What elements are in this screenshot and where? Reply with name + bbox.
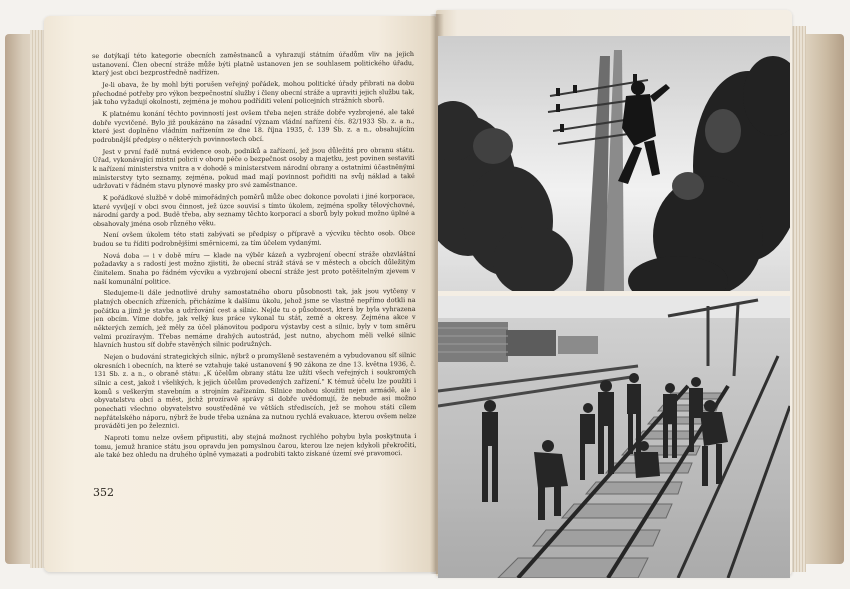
paragraph: Je-li obava, že by mohl býti porušen veřejný pořádek, mohou politické úřady přibrati na dobu přechodné potřeby pro výkon bezpečnostní služby i členy obecní stráže a upraviti jejich službu tak, jak toho vyžadují okolnosti, zejména je mohou podříditi velení policejních strážních sborů. [92,79,415,107]
paragraph: Sledujeme-li dále jednotlivé druhy samostatného oboru působnosti tak, jak jsou vytčeny v platných obecních zřízeních, přicházíme k dalšímu úkolu, jehož jsme se vlastně nepřímo dotkli na počátku a jímž je stavba a udržování cest a silnic. Nejde tu o působnost, která by byla vyhrazena jen obcím. Víme dobře, jak velký kus práce vykonal tu stát, země a okresy. Zejména akce v některých zemích, jež měly za účel plánovitou podporu výstavby cest a silnic, byly v tom směru velmi prozíravým. Třebas nemáme drahých autostrád, jest nutno, abychom měli velké silnic hlavních hustou síť dobře stavěných silnic podružných. [93,287,416,350]
body-text [92,50,417,492]
paragraph: se dotýkají této kategorie obecních zaměstnanců a vyhrazují státním úřadům vliv na jejich ustanovení. Člen obecní stráže může býti platně ustanoven jen se souhlasem politického úřadu, který jest obci bezprostředně nadřízen. [92,50,415,78]
paragraph: Jest v první řadě nutná evidence osob, podniků a zařízení, jež jsou důležitá pro obranu státu. Úřad, vykonávající místní policii v oboru péče o bezpečnost osoby a majetku, jest povinen sestaviti k nařízení ministerstva vnitra a v dohodě s ministerstvem národní obrany a ostatními účastněnými ministerstvy tyto seznamy, zejména, pokud mad mají povinnost pořiditi na svůj náklad a také udržovati v řádném stavu plynové masky pro své zaměstnance. [92,145,415,191]
paragraph: Nejen o budování strategických silnic, nýbrž o promyšleně sestaveném a vybudovanou síť silnic okresních i obecních, na které se vztahuje také ustanovení § 90 zákona ze dne 13. května 1936, č. 131 Sb. z. a n., o obraně státu: „K účelům obrany státu lze užíti všech veřejných i soukromých silnic a cest, jakož i všelikých, k jejich účelům provedených zařízení." K témuž účelu lze použíti i komů s veškerým stavebním a strojním zařízením. Silnice mohou sloužiti nejen armádě, ale i obyvatelstvu obcí a měst, jichž prozíravě správy si dobře uvědomují, že nebude asi možno ponechati všechno obyvatelstvo soustředěné ve větších střediscích, jež se mohou státi cílem nepřátelského náporu, nýbrž že bude třeba uznána za nutnou rychlá evakuace, kterou ovšem nelze prováděti jen po železnici. [93,351,417,431]
paragraph: K platnému konání těchto povinností jest ovšem třeba nejen stráže dobře vyzbrojené, ale také dobře vycvičené. Bylo již poukázáno na zásadní význam vládní nařízení čís. 82/1933 Sb. z. a n., které jest doplněno vládním nařízením ze dne 18. října 1935, č. 139 Sb. z. a n., obsahujícím podrobnější předpisy o některých povinnostech obcí. [92,107,415,144]
telegraph-pole-lineman-photo [438,36,790,292]
railway-track-workers-photo [438,296,790,578]
page-number: 352 [93,486,114,499]
paragraph: Není ovšem úkolem této stati zabývati se předpisy o přípravě a výcviku těchto osob. Obce budou se tu říditi podrobnějšími směrnicemi, za tím účelem vydanými. [93,229,416,249]
paragraph: Naproti tomu nelze ovšem připustiti, aby stejná možnost rychlého pohybu byla poskytnuta i tomu, jemuž hranice státu jsou opravdu jen pomyslnou čarou, kterou lze nejen kdykoli překročiti, ale také bez ohledu na druhého úplně vymazati a podrobiti takto získané území své pravomoci. [94,431,417,460]
railway-track-workers-illustration [438,296,790,578]
telegraph-pole-lineman-illustration [438,36,790,292]
paragraph: K pořádkové službě v době mimořádných poměrů může obec dokonce povolati i jiné korporace, které vyvíjejí v obci svou činnost, jež úzce souvisí s tímto úkolem, zejména spolky tělovýchovné, národní gardy a pod. Budě třeba, aby seznamy těchto korporací a sborů byly pokud možno úplné a obsahovaly jména osob různého věku. [92,191,416,228]
book-cover-right [800,34,844,564]
paragraph: Nová doba — i v době míru — klade na výběr kázeň a vyzbrojení obecní stráže obzvláštní požadavky a s radostí jest možno zjistiti, že obecní stráž stává se v městech a obcích důležitým činitelem. Snaha po řádném výcviku a vyzbrojení obecní stráže jest proto potěšitelným zjevem v naší komunální politice. [93,249,416,286]
